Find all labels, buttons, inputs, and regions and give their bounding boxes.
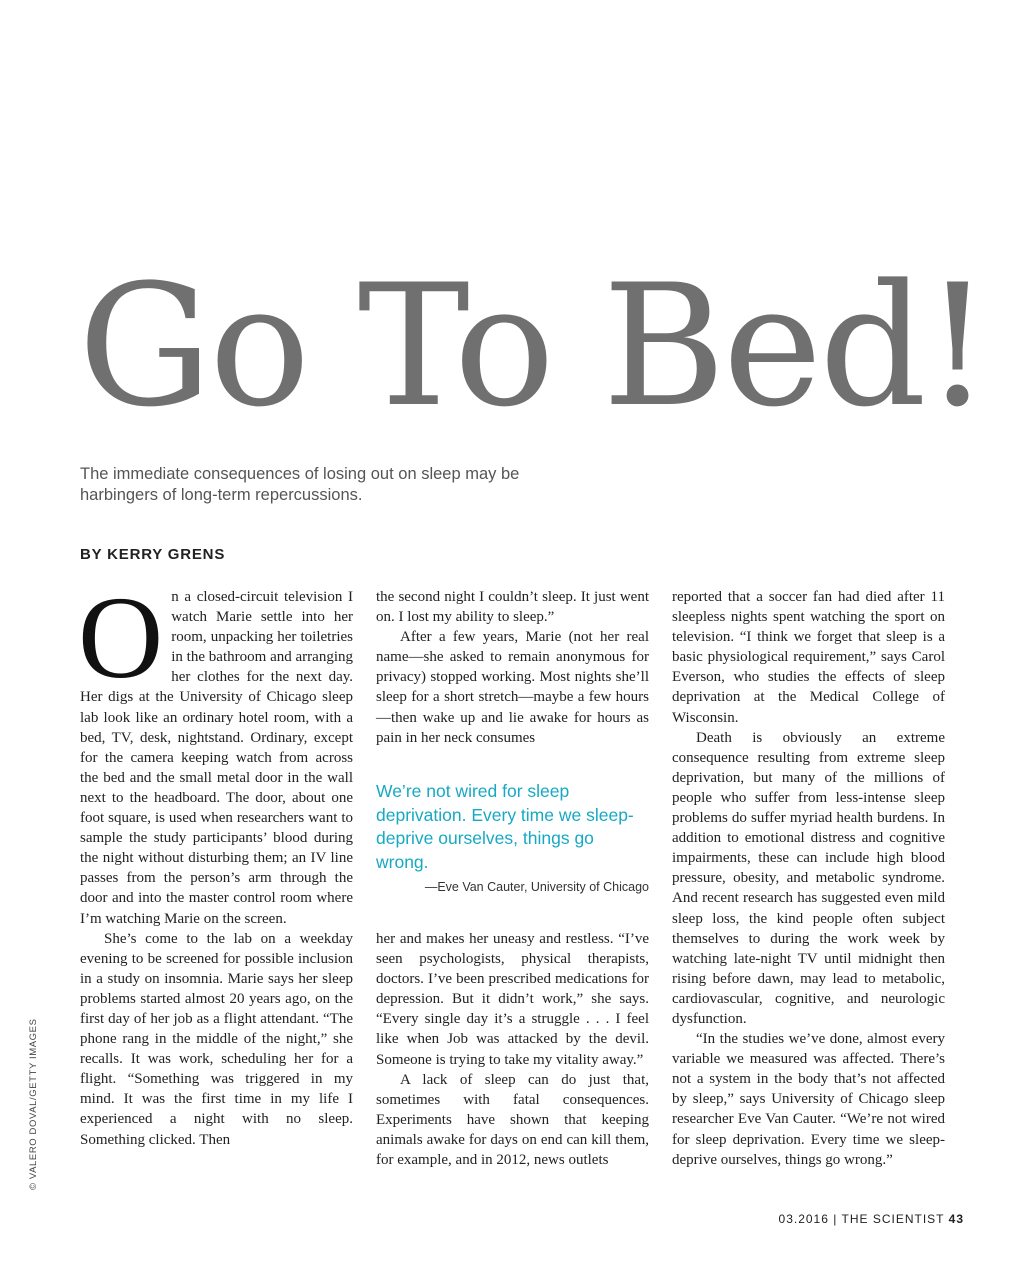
opening-paragraph xyxy=(78,572,353,929)
deck-subtitle: The immediate consequences of losing out on sleep may be harbingers of long-term repercussions. xyxy=(80,465,520,504)
headline: Go To Bed! xyxy=(78,248,989,444)
article-column-3 xyxy=(672,587,945,1170)
photo-credit: © VALERO DOVAL/GETTY IMAGES xyxy=(28,1018,39,1190)
folio-separator: | xyxy=(833,1212,838,1226)
body-paragraph: “In the studies we’ve done, almost every variable we measured was affected. There’s not a system in the body that’s not affected by sleep,” says University of Chicago sleep researcher Eve Van Cauter. “We’re not wired for sleep deprivation. Every time we sleep-deprive ourselves, things go wrong.” xyxy=(672,1031,945,1168)
pull-quote xyxy=(376,780,649,894)
body-paragraph: After a few years, Marie (not her real name—she asked to remain anonymous for privacy) stopped working. Most nights she’ll sleep for a short stretch—maybe a few hours—then wake up and lie awake for hours as pain in her neck consumes xyxy=(376,629,649,746)
pull-quote-text: We’re not wired for sleep deprivation. Every time we sleep-deprive ourselves, things go wrong. xyxy=(376,781,634,872)
pull-quote-attribution: —Eve Van Cauter, University of Chicago xyxy=(424,880,649,894)
body-paragraph: Death is obviously an extreme consequence resulting from extreme sleep deprivation, but many of the millions of people who suffer from less-intense sleep problems do suffer myriad health burdens. In addition to emotional distress and cognitive impairments, these can include high blood pressure, obesity, and metabolic syndrome. And recent research has suggested even mild sleep loss, the kind people often subject themselves to during the work week by watching late-night TV until midnight then rising before dawn, may lead to metabolic, cardiovascular, cognitive, and neurologic dysfunction. xyxy=(672,729,945,1027)
body-paragraph: She’s come to the lab on a weekday evening to be screened for possible inclusion in a study on insomnia. Marie says her sleep problems started almost 20 years ago, on the first day of her job as a flight attendant. “The phone rang in the middle of the night,” she recalls. It was work, scheduling her for a flight. “Something was triggered in my mind. It was the first time in my life I experienced a night with no sleep. Something clicked. Then xyxy=(80,930,353,1148)
body-paragraph: A lack of sleep can do just that, sometimes with fatal consequences. Experiments have shown that keeping animals awake for days on end can kill them, for example, and in 2012, news outlets xyxy=(376,1071,649,1169)
page-folio xyxy=(779,1212,964,1226)
body-paragraph: reported that a soccer fan had died after 11 sleepless nights spent watching the sport on television. “I think we forget that sleep is a basic physiological requirement,” says Carol Everson, who studies the effects of sleep deprivation at the Medical College of Wisconsin. xyxy=(672,589,945,726)
article-column-1 xyxy=(78,572,353,1150)
article-column-2 xyxy=(376,587,649,748)
page-number: 43 xyxy=(948,1212,964,1226)
body-paragraph: the second night I couldn’t sleep. It just went on. I lost my ability to sleep.” xyxy=(376,589,649,626)
opening-paragraph-text: n a closed-circuit television I watch Marie settle into her room, unpacking her toiletries in the bathroom and arranging her clothes for the next day. Her digs at the University of Chicago sleep lab look like an ordinary hotel room, with a bed, TV, desk, nightstand. Ordinary, except for the camera keeping watch from across the bed and the small metal door in the wall next to the headboard. The door, about one foot square, is used when researchers want to sample the study participants’ blood during the night without disturbing them; an IV line passes from the person’s arm through the door and into the master control room where I’m watching Marie on the screen. xyxy=(80,589,353,927)
article-column-2-continued xyxy=(376,929,649,1170)
publication-name: THE SCIENTIST xyxy=(841,1212,945,1226)
byline: BY KERRY GRENS xyxy=(80,546,226,563)
issue-date: 03.2016 xyxy=(778,1212,829,1226)
drop-cap: O xyxy=(78,572,164,703)
body-paragraph: her and makes her uneasy and restless. “I’ve seen psychologists, physical therapists, doctors. I’ve been prescribed medications for depression. But it didn’t work,” she says. “Every single day it’s a struggle . . . I feel like when Job was attacked by the devil. Someone is trying to take my vitality away.” xyxy=(376,931,649,1068)
